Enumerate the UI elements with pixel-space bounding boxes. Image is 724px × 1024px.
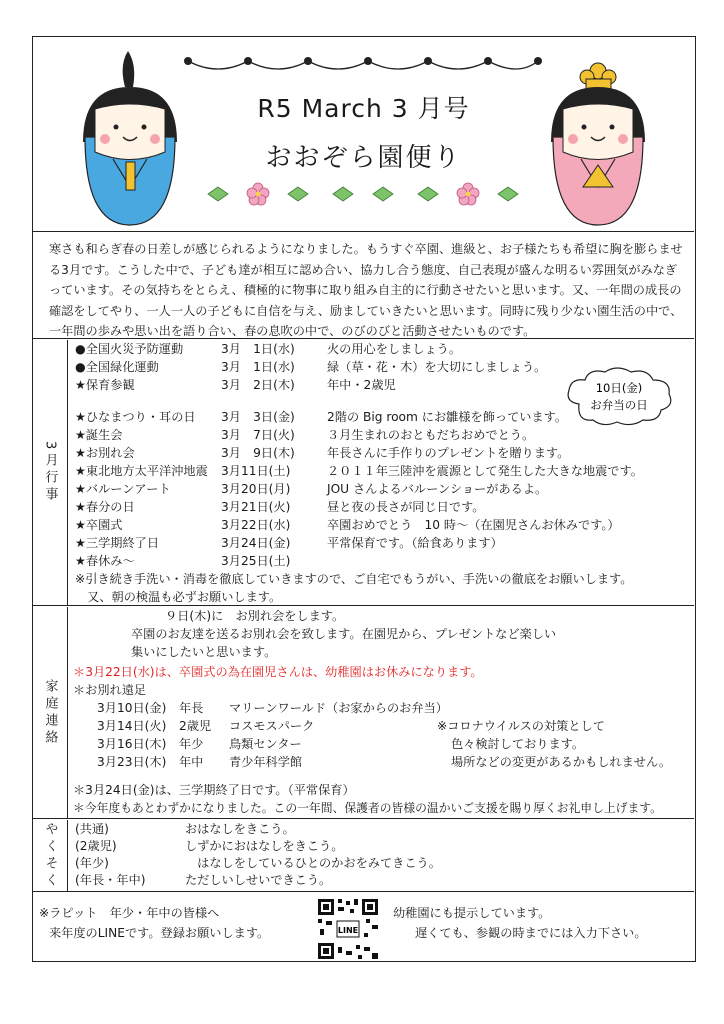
intro-message: [33, 235, 694, 339]
excursion-date: 3月10日(金): [97, 701, 167, 715]
promise-group: (2歳児): [75, 839, 117, 853]
intro-line: る3月です。こうした中で、子ども達が相互に認め合い、協力し合う態度、自己表現が盛んな明るい雰囲気がみなぎ: [49, 262, 678, 277]
event-date: 3月24日(金): [221, 536, 291, 550]
term-end-notice: ＊3月24日(金)は、三学期終了日です。（平常保育）: [73, 783, 355, 797]
excursion-date: 3月23日(木): [97, 755, 167, 769]
event-date: 3月21日(火): [221, 500, 291, 514]
event-name: ★誕生会: [75, 428, 123, 442]
header: [33, 37, 694, 232]
excursion-place: マリーンワールド（お家からのお弁当）: [229, 701, 448, 715]
event-note: 又、朝の検温も必ずお願いします。: [75, 590, 282, 604]
excursion-grade: 年長: [179, 701, 204, 715]
excursion-grade: 2歳児: [179, 719, 212, 733]
line-instruction: 遅くても、参観の時までには入力下さい。: [415, 926, 647, 940]
section-label: [33, 340, 68, 605]
family-notice-body: [69, 607, 694, 818]
cloud-line: 10日(金): [595, 381, 643, 395]
event-name: ●全国火災予防運動: [75, 342, 184, 356]
event-desc: JOU さんよるバルーンショーがあるよ。: [327, 482, 548, 496]
section-label: [33, 820, 68, 891]
line-qr-code-icon[interactable]: [316, 897, 380, 961]
family-notice-section: [33, 607, 694, 819]
event-name: ★春分の日: [75, 500, 135, 514]
closure-text: 3月22日(水)は、卒園式の為在園児さんは、幼稚園はお休みになります。: [85, 665, 483, 679]
event-name: ★保育参観: [75, 378, 135, 392]
event-note: ※引き続き手洗い・消毒を徹底していきますので、ご自宅でもうがい、手洗いの徹底をお願いします。: [75, 572, 633, 586]
event-desc: 昼と夜の長さが同じ日です。: [327, 500, 485, 514]
event-name: ★お別れ会: [75, 446, 135, 460]
promise-text: おはなしをきこう。: [185, 822, 295, 836]
intro-line: 寒さも和らぎ春の日差しが感じられるようになりました。もうすぐ卒園、進級と、お子様たちも希望に胸を膨らませ: [49, 242, 683, 256]
event-name: ★東北地方太平洋沖地震: [75, 464, 208, 478]
farewell-line: 卒園のお友達を送るお別れ会を致します。在園児から、プレゼントなど楽しい: [131, 627, 557, 641]
event-date: 3月 1日(水): [221, 360, 295, 374]
event-desc: ３月生まれのおともだちおめでとう。: [327, 428, 535, 442]
promise-text: はなしをしているひとのかおをみてきこう。: [185, 856, 441, 870]
events-list: [69, 340, 694, 605]
cloud-line: お弁当の日: [590, 398, 648, 412]
closure-notice: [73, 663, 483, 681]
issue-title: R5 March 3 月号: [257, 94, 470, 123]
covid-note: 色々検討しております。: [451, 737, 585, 751]
event-date: 3月11日(土): [221, 464, 291, 478]
event-desc: 卒園おめでとう 10 時～（在園児さんお休みです。）: [327, 518, 620, 532]
promise-text: ただしいしせいできこう。: [185, 873, 332, 887]
event-desc: 平常保育です。（給食あります）: [327, 536, 503, 550]
intro-line: 確認をしてやり、一人一人の子どもに自信を与え、励ましていきたいと思います。同時に残り少ない園生活の中で、: [49, 303, 683, 318]
excursion-date: 3月16日(木): [97, 737, 167, 751]
thought-cloud-icon: [559, 364, 679, 430]
excursion-grade: 年中: [179, 755, 204, 769]
intro-line: っています。その気持ちをとらえ、積極的に物事に取り組み自主的に行動させたいと思います。又、一年間の成長の: [49, 283, 682, 297]
excursion-date: 3月14日(火): [97, 719, 167, 733]
excursion-title: ＊お別れ遠足: [73, 683, 147, 697]
lunch-day-cloud: [559, 364, 679, 433]
leaf-flower-decoration-icon: [198, 179, 528, 209]
promise-section: [33, 820, 694, 892]
event-desc: 年長さんに手作りのプレゼントを贈ります。: [327, 446, 570, 460]
promise-list: [69, 820, 694, 891]
hina-doll-emperor-icon: [73, 47, 188, 227]
promise-group: (年少): [75, 856, 109, 870]
events-label: 3月行事: [42, 440, 58, 505]
promise-group: (年長・年中): [75, 873, 146, 887]
event-name: ●全国緑化運動: [75, 360, 159, 374]
event-date: 3月25日(土): [221, 554, 291, 568]
promise-text: しずかにおはなしをきこう。: [185, 839, 344, 853]
excursion-place: コスモスパーク: [229, 719, 315, 733]
bead-garland-icon: [183, 47, 543, 81]
event-desc: ２０１１年三陸沖を震源として発生した大きな地震です。: [327, 464, 643, 478]
event-desc: 2階の Big room にお雛様を飾っています。: [327, 410, 568, 424]
newsletter-title: おおぞら園便り: [265, 143, 462, 173]
section-label: [33, 607, 68, 818]
excursion-place: 鳥類センター: [229, 737, 302, 751]
covid-note: 場所などの変更があるかもしれません。: [451, 755, 672, 769]
qr-label: LINE: [337, 926, 359, 935]
event-date: 3月 7日(火): [221, 428, 295, 442]
farewell-line: ９日(木)に お別れ会をします。: [165, 609, 345, 623]
event-date: 3月22日(水): [221, 518, 291, 532]
event-date: 3月 2日(木): [221, 378, 295, 392]
event-name: ★三学期終了日: [75, 536, 160, 550]
event-desc: 緑（草・花・木）を大切にしましょう。: [327, 360, 547, 374]
line-notice: 来年度のLINEです。登録お願いします。: [49, 926, 270, 940]
farewell-line: 集いにしたいと思います。: [131, 645, 277, 659]
event-date: 3月 3日(金): [221, 410, 295, 424]
footer: [33, 893, 694, 961]
promise-group: (共通): [75, 822, 109, 836]
event-desc: 火の用心をしましょう。: [327, 342, 462, 356]
event-date: 3月20日(月): [221, 482, 291, 496]
covid-note: ※コロナウイルスの対策として: [437, 719, 605, 733]
event-name: ★卒園式: [75, 518, 123, 532]
hina-doll-empress-icon: [541, 47, 656, 227]
promise-label: やくそく: [42, 821, 58, 890]
event-date: 3月 9日(木): [221, 446, 295, 460]
thanks-notice: ＊今年度もあとわずかになりました。この一年間、保護者の皆様の温かいご支援を賜り厚くお礼申し上げます。: [73, 801, 662, 815]
event-name: ★春休み～: [75, 554, 135, 568]
line-instruction: 幼稚園にも提示しています。: [393, 906, 551, 920]
event-name: ★バルーンアート: [75, 482, 171, 496]
family-label: 家庭連絡: [42, 678, 58, 747]
excursion-place: 青少年科学館: [229, 755, 303, 769]
event-desc: 年中・2歳児: [327, 378, 396, 392]
newsletter-page: [32, 36, 696, 962]
event-date: 3月 1日(水): [221, 342, 295, 356]
excursion-grade: 年少: [179, 737, 204, 751]
event-name: ★ひなまつり・耳の日: [75, 410, 196, 424]
intro-line: 一年間の歩みや思い出を語り合い、春の息吹の中で、のびのびと活動させたいものです。: [49, 324, 536, 338]
line-notice: ※ラピット 年少・年中の皆様へ: [39, 906, 220, 920]
closure-prefix: ＊: [73, 665, 86, 679]
march-events-section: [33, 340, 694, 606]
